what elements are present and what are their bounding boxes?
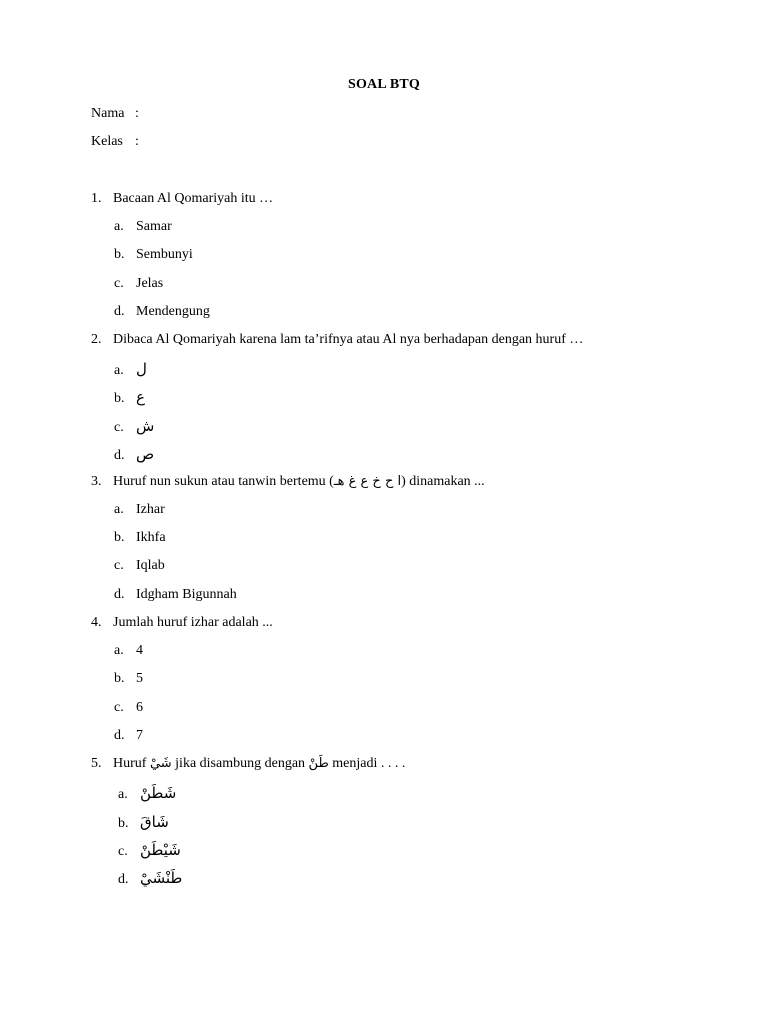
class-label: Kelas <box>91 134 123 149</box>
question-text: Bacaan Al Qomariyah itu … <box>113 191 274 206</box>
q4-option-a <box>114 643 143 659</box>
q2-option-a <box>114 360 147 379</box>
option-text: Mendengung <box>136 304 210 319</box>
q5-option-c <box>118 841 181 860</box>
option-text: ش <box>136 417 155 435</box>
q3-option-d <box>114 587 237 603</box>
name-separator: : <box>135 106 139 121</box>
question-text-before: Huruf nun sukun atau tanwin bertemu ( <box>113 474 334 489</box>
question-number: 1. <box>91 191 102 206</box>
q3-option-c <box>114 558 165 574</box>
option-text: ص <box>136 445 155 463</box>
option-letter: b. <box>114 671 125 686</box>
option-text: 6 <box>136 700 143 715</box>
option-text: Jelas <box>136 276 164 291</box>
q4-option-c <box>114 700 143 716</box>
question-4 <box>91 615 273 631</box>
question-text-mid: jika disambung dengan <box>171 756 309 771</box>
option-letter: d. <box>118 872 129 887</box>
question-5 <box>91 756 405 772</box>
option-text: شَيْطَنْ <box>140 841 181 859</box>
question-text: Dibaca Al Qomariyah karena lam ta’rifnya atau Al nya berhadapan dengan huruf … <box>113 332 584 347</box>
question-number: 4. <box>91 615 102 630</box>
option-letter: a. <box>114 643 124 658</box>
q3-option-a <box>114 502 165 518</box>
question-1 <box>91 191 273 207</box>
question-number: 5. <box>91 756 102 771</box>
option-letter: b. <box>114 391 125 406</box>
q1-option-b <box>114 247 193 263</box>
option-letter: c. <box>118 844 128 859</box>
option-text: 7 <box>136 728 143 743</box>
question-number: 3. <box>91 474 102 489</box>
option-text: Iqlab <box>136 558 165 573</box>
option-text: 5 <box>136 671 143 686</box>
option-text: Idgham Bigunnah <box>136 587 237 602</box>
question-arabic-letters: ا ح خ ع غ هـ <box>333 474 402 489</box>
option-letter: b. <box>114 247 125 262</box>
question-text: Jumlah huruf izhar adalah ... <box>113 615 273 630</box>
q3-option-b <box>114 530 166 546</box>
page-title: SOAL BTQ <box>347 77 421 92</box>
question-text-after: menjadi . . . . <box>328 756 406 771</box>
question-3 <box>91 474 485 490</box>
class-field <box>91 134 139 150</box>
option-text: 4 <box>136 643 143 658</box>
question-text-after: ) dinamakan ... <box>401 474 485 489</box>
q2-option-b <box>114 388 145 407</box>
option-letter: c. <box>114 420 124 435</box>
option-text: شَاقَ <box>140 813 169 831</box>
q5-option-a <box>118 784 176 803</box>
class-separator: : <box>135 134 139 149</box>
option-text: Izhar <box>136 502 165 517</box>
option-letter: a. <box>114 219 124 234</box>
q5-option-d <box>118 869 182 888</box>
question-arabic-word-1: شَيْ <box>149 756 172 771</box>
option-letter: d. <box>114 304 125 319</box>
option-letter: d. <box>114 728 125 743</box>
q4-option-d <box>114 728 143 744</box>
q1-option-c <box>114 276 163 292</box>
option-text: Samar <box>136 219 172 234</box>
option-text: ل <box>136 360 147 378</box>
q5-option-b <box>118 813 169 832</box>
option-letter: d. <box>114 448 125 463</box>
option-letter: a. <box>114 363 124 378</box>
q1-option-d <box>114 304 210 320</box>
question-arabic-word-2: طَنْ <box>308 756 329 771</box>
option-letter: a. <box>114 502 124 517</box>
option-text: Ikhfa <box>136 530 166 545</box>
option-letter: b. <box>114 530 125 545</box>
q4-option-b <box>114 671 143 687</box>
name-label: Nama <box>91 106 125 121</box>
option-text: شَطَنْ <box>140 784 177 802</box>
q2-option-d <box>114 445 154 464</box>
option-letter: c. <box>114 276 124 291</box>
option-letter: b. <box>118 816 129 831</box>
question-number: 2. <box>91 332 102 347</box>
option-text: Sembunyi <box>136 247 193 262</box>
option-text: طَنْشَيْ <box>140 869 183 887</box>
question-2 <box>91 332 583 348</box>
q1-option-a <box>114 219 172 235</box>
question-text-before: Huruf <box>113 756 150 771</box>
option-letter: c. <box>114 700 124 715</box>
q2-option-c <box>114 417 154 436</box>
option-letter: d. <box>114 587 125 602</box>
option-letter: a. <box>118 787 128 802</box>
name-field <box>91 106 139 122</box>
option-letter: c. <box>114 558 124 573</box>
option-text: ع <box>136 388 145 406</box>
